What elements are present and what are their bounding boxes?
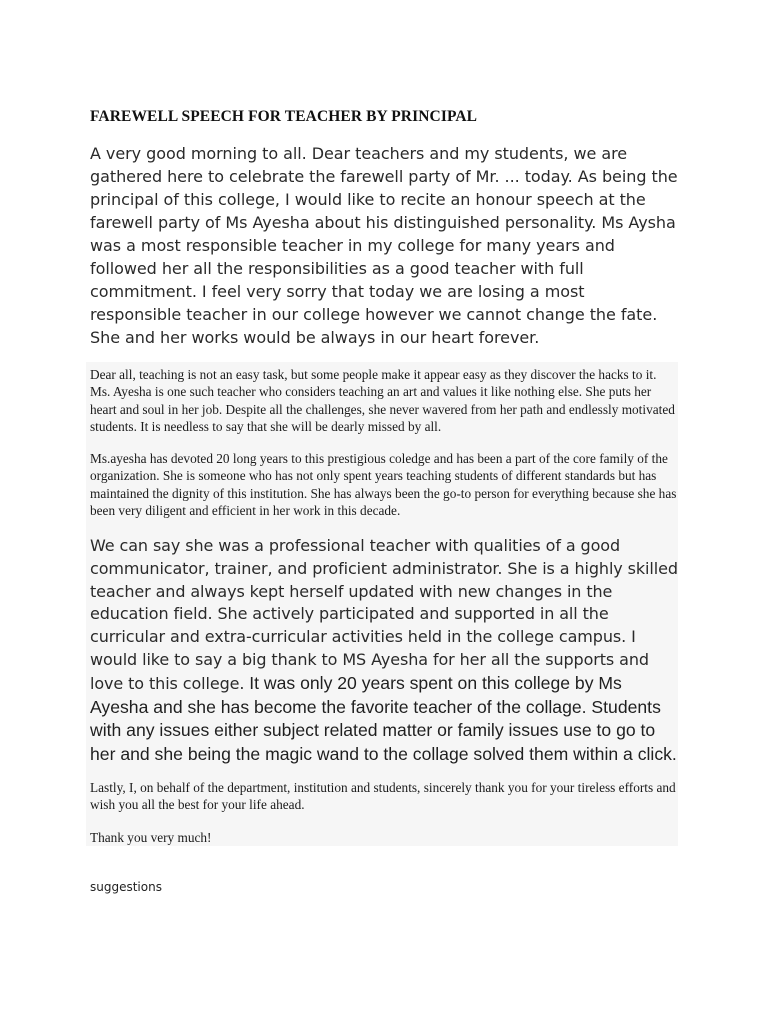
qualities-text: We can say she was a professional teacher with qualities of a good communicator, trainer, and proficient administrator. She is a highly skilled teacher and always kept herself updated with new changes in the education field. She actively participated and supported in all the curricular and extra-curricular activities held in the college campus. I would like to say a big thank to MS Ayesha for her all the supports and love to this college. bbox=[90, 536, 678, 693]
years-text: It was only 20 years spent on this college by Ms Ayesha and she has become the favorite teacher of the collage. Students with any issues either subject related matter or family issues use to go to her and she being the magic wand to the collage solved them within a click. bbox=[90, 672, 677, 765]
teaching-paragraph: Dear all, teaching is not an easy task, but some people make it appear easy as they discover the hacks to it. Ms. Ayesha is one such teacher who considers teaching an art and values it like nothing else. She puts her heart and soul in her job. Despite all the challenges, she never wavered from her path and endlessly motivated students. It is needless to say that she will be dearly missed by all. bbox=[90, 367, 675, 434]
closing-paragraph: Lastly, I, on behalf of the department, institution and students, sincerely thank you for your tireless efforts and wish you all the best for your life ahead. bbox=[90, 780, 676, 813]
thank-you-line: Thank you very much! bbox=[90, 830, 212, 845]
qualities-paragraph bbox=[90, 535, 678, 767]
devotion-paragraph: Ms.ayesha has devoted 20 long years to this prestigious coledge and has been a part of the core family of the organization. She is someone who has not only spent years teaching students of different standards but has maintained the dignity of this institution. She has always been the go-to person for everything because she has been very diligent and efficient in her work in this decade. bbox=[90, 451, 677, 518]
suggestions-link[interactable]: suggestions bbox=[90, 880, 162, 894]
intro-paragraph: A very good morning to all. Dear teachers and my students, we are gathered here to celebrate the farewell party of Mr. ... today. As being the principal of this college, I would like to recite an honour speech at the farewell party of Ms Ayesha about his distinguished personality. Ms Aysha was a most responsible teacher in my college for many years and followed her all the responsibilities as a good teacher with full commitment. I feel very sorry that today we are losing a most responsible teacher in our college however we cannot change the fate. She and her works would be always in our heart forever. bbox=[90, 144, 678, 347]
document-title: FAREWELL SPEECH FOR TEACHER BY PRINCIPAL bbox=[90, 108, 478, 125]
